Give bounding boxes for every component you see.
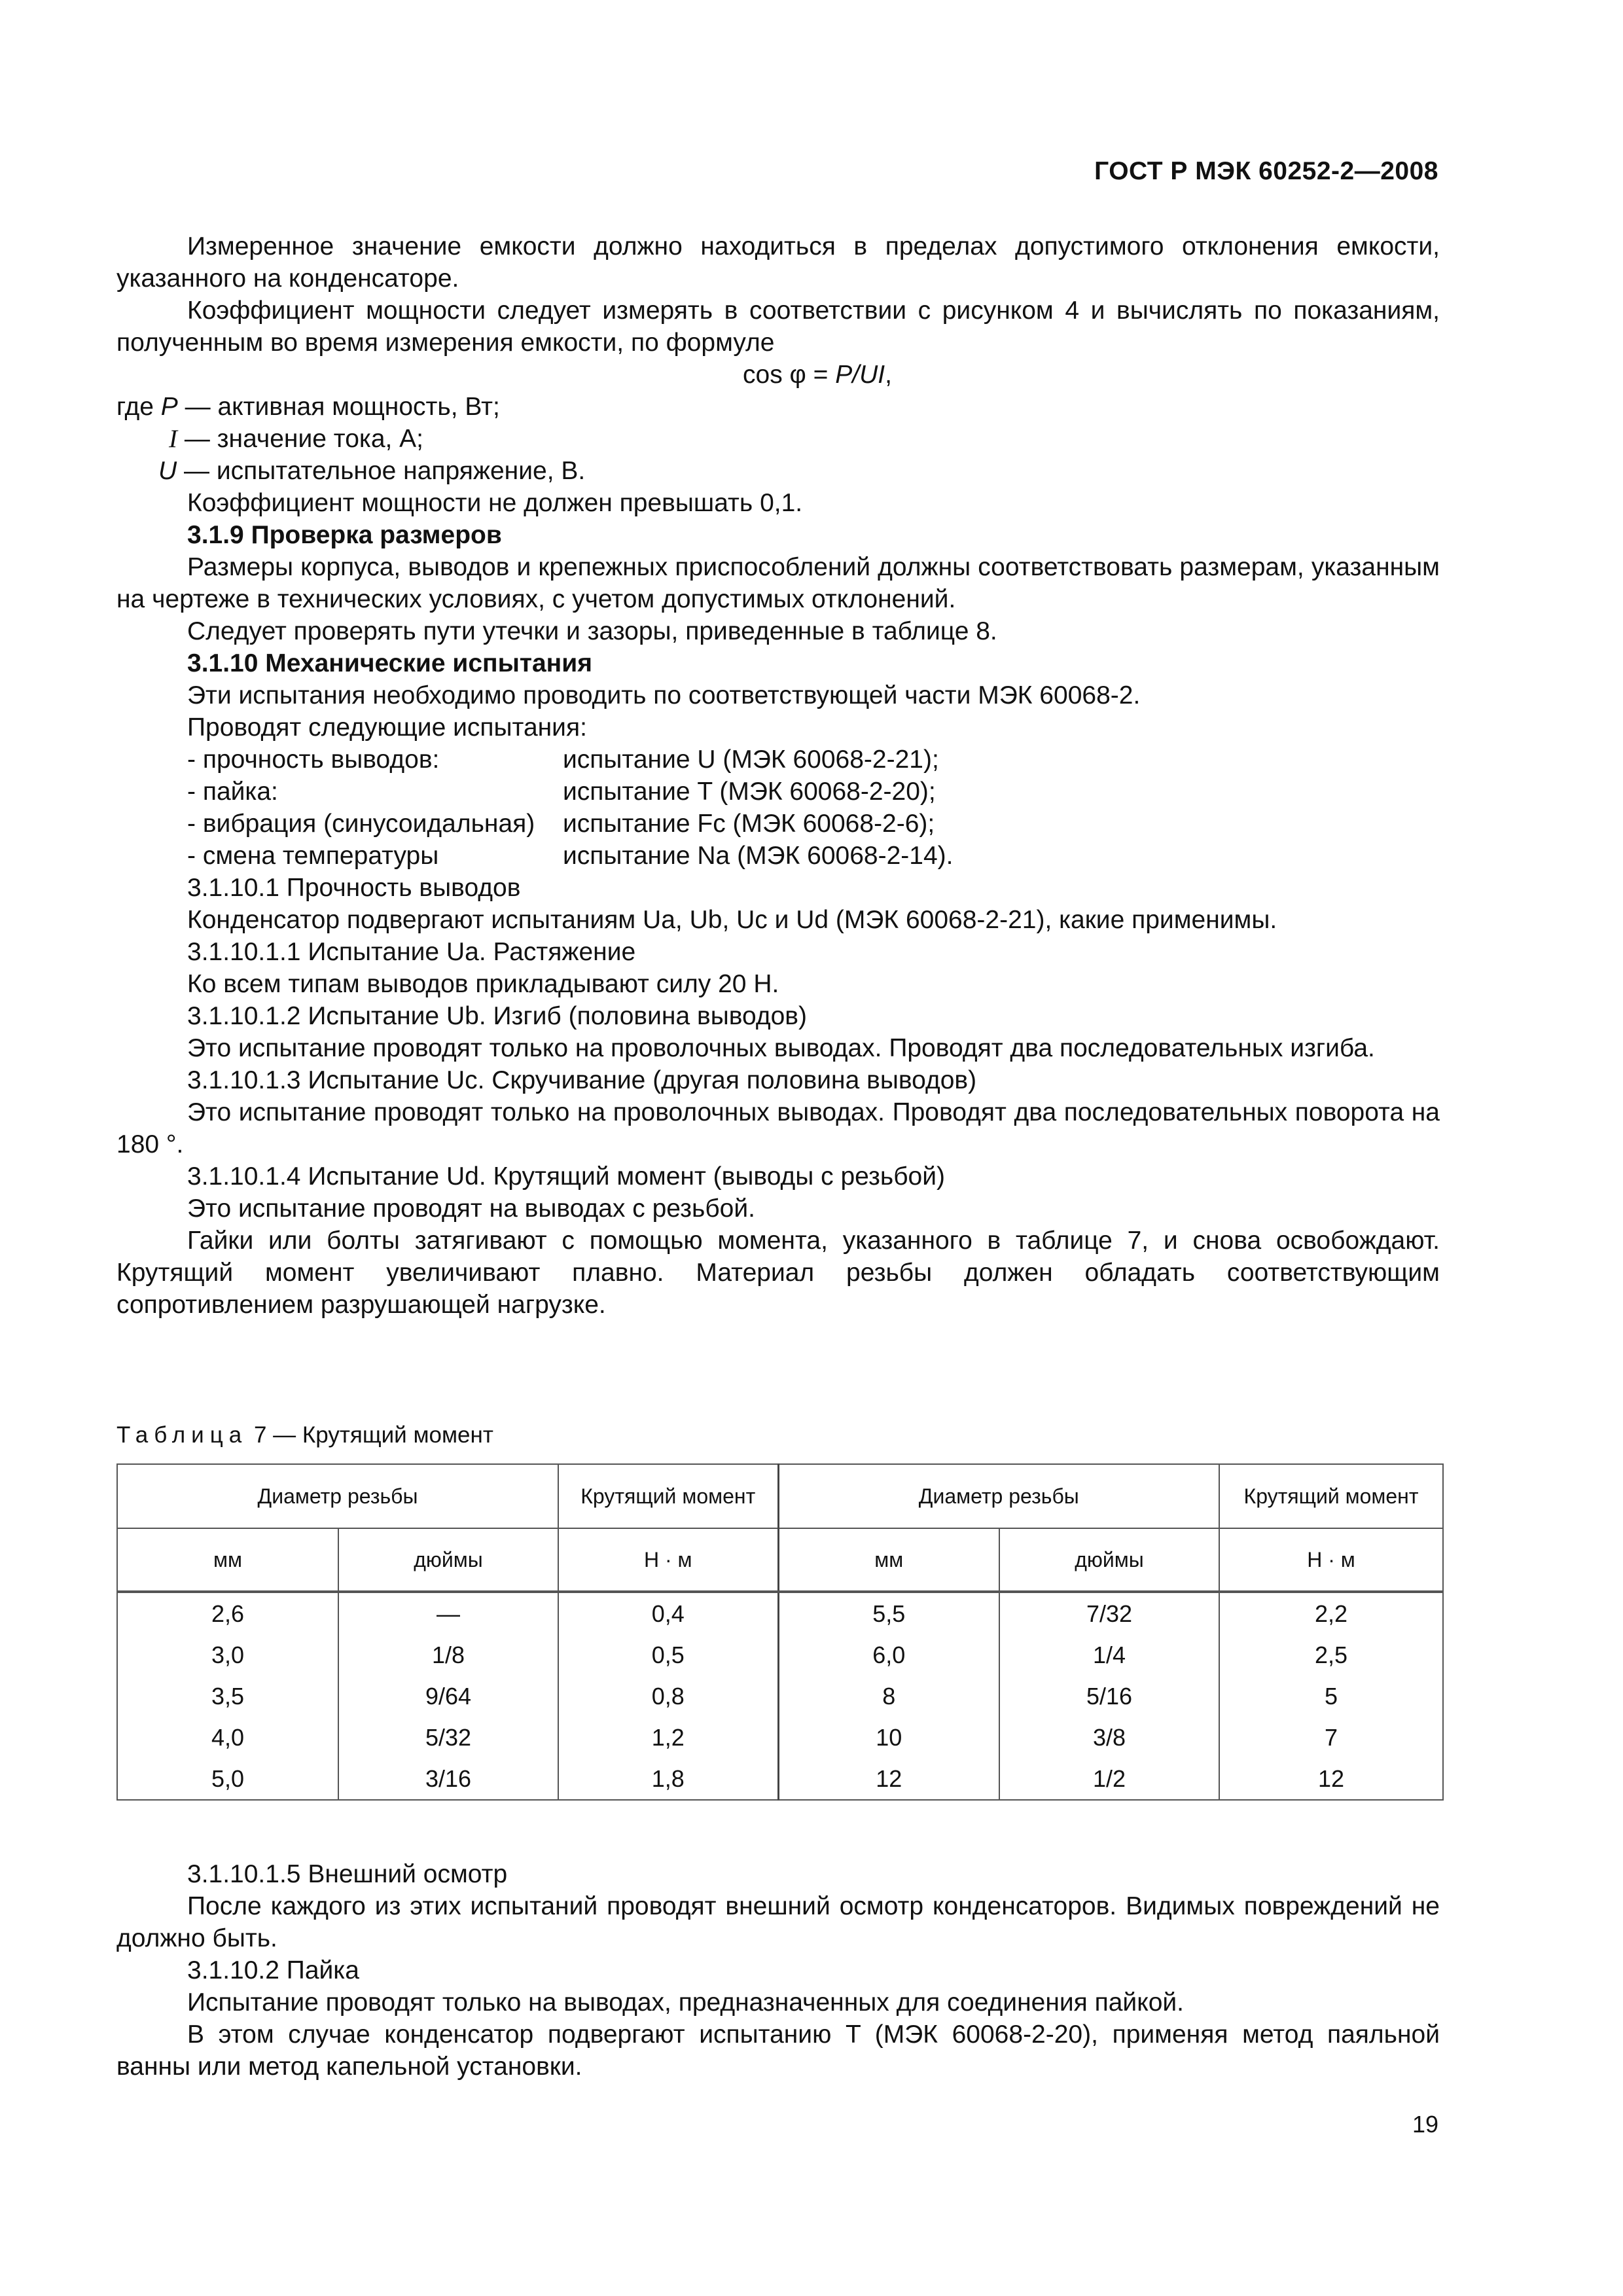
where-u bbox=[116, 455, 1440, 487]
table-header-cell: Н · м bbox=[1219, 1528, 1443, 1592]
table-row bbox=[117, 1717, 1443, 1758]
formula-main: P/UI bbox=[835, 361, 885, 389]
table-caption bbox=[116, 1422, 493, 1448]
paragraph: Измеренное значение емкости должно находиться в пределах допустимого отклонения емкости, указанного на конденсаторе. bbox=[116, 232, 1440, 293]
table-cell: 2,5 bbox=[1219, 1634, 1443, 1676]
page-number: 19 bbox=[1412, 2111, 1438, 2138]
table-cell: 1/4 bbox=[999, 1634, 1219, 1676]
table-cell: 3,0 bbox=[117, 1634, 338, 1676]
table-header-cell: Н · м bbox=[558, 1528, 778, 1592]
paragraph: Ко всем типам выводов прикладывают силу 20 Н. bbox=[187, 970, 779, 998]
list-item-value: испытание U (МЭК 60068-2-21); bbox=[563, 745, 939, 774]
subsection-heading: 3.1.10.1.4 Испытание Ud. Крутящий момент (выводы с резьбой) bbox=[187, 1162, 946, 1191]
table-caption-title: 7 — Крутящий момент bbox=[247, 1422, 493, 1448]
paragraph: В этом случае конденсатор подвергают испытанию T (МЭК 60068-2-20), применяя метод паяльной ванны или метод капельной установки. bbox=[116, 2020, 1440, 2081]
table-cell: 5,5 bbox=[778, 1592, 999, 1634]
subsection-heading: 3.1.10.1 Прочность выводов bbox=[187, 874, 521, 902]
table-cell: 1/8 bbox=[338, 1634, 558, 1676]
paragraph: Гайки или болты затягивают с помощью момента, указанного в таблице 7, и снова освобождают. Крутящий момент увеличивают плавно. Материал резьбы должен обладать соответствующим сопротивлением разрушающей нагрузке. bbox=[116, 1227, 1440, 1319]
list-item bbox=[116, 840, 1440, 872]
formula-suffix: , bbox=[885, 361, 892, 389]
table-cell: 4,0 bbox=[117, 1717, 338, 1758]
table-row bbox=[117, 1634, 1443, 1676]
paragraph: Испытание проводят только на выводах, предназначенных для соединения пайкой. bbox=[187, 1988, 1184, 2017]
table-cell: 3/16 bbox=[338, 1758, 558, 1800]
table-caption-word: Таблица bbox=[116, 1422, 248, 1448]
table-cell: 9/64 bbox=[338, 1676, 558, 1717]
paragraph: Это испытание проводят только на проволочных выводах. Проводят два последовательных изгиба. bbox=[187, 1034, 1375, 1062]
table-cell: 7/32 bbox=[999, 1592, 1219, 1634]
subsection-heading: 3.1.10.2 Пайка bbox=[187, 1956, 359, 1984]
subsection-heading: 3.1.10.1.5 Внешний осмотр bbox=[187, 1860, 508, 1888]
paragraph: После каждого из этих испытаний проводят внешний осмотр конденсаторов. Видимых повреждений не должно быть. bbox=[116, 1892, 1440, 1952]
list-item-value: испытание Na (МЭК 60068-2-14). bbox=[563, 842, 954, 870]
table-cell: 0,4 bbox=[558, 1592, 778, 1634]
table-cell: 0,8 bbox=[558, 1676, 778, 1717]
table-cell: 5/16 bbox=[999, 1676, 1219, 1717]
table-cell: 3,5 bbox=[117, 1676, 338, 1717]
torque-table bbox=[116, 1463, 1444, 1801]
subsection-heading: 3.1.10.1.1 Испытание Ua. Растяжение bbox=[187, 938, 636, 966]
list-item-value: испытание Fc (МЭК 60068-2-6); bbox=[563, 810, 935, 838]
table-cell: 5,0 bbox=[117, 1758, 338, 1800]
table-header-cell: мм bbox=[117, 1528, 338, 1592]
list-item bbox=[116, 808, 1440, 840]
table-cell: 1/2 bbox=[999, 1758, 1219, 1800]
table-cell: 2,2 bbox=[1219, 1592, 1443, 1634]
table-header-cell: Диаметр резьбы bbox=[778, 1464, 1219, 1528]
symbol-p: P bbox=[160, 393, 178, 421]
table-cell: 6,0 bbox=[778, 1634, 999, 1676]
table-cell: 2,6 bbox=[117, 1592, 338, 1634]
table-cell: 10 bbox=[778, 1717, 999, 1758]
symbol-u-desc: — испытательное напряжение, В. bbox=[177, 457, 586, 485]
paragraph: Это испытание проводят только на проволочных выводах. Проводят два последовательных поворота на 180 °. bbox=[116, 1098, 1440, 1158]
table-header-cell: Крутящий момент bbox=[1219, 1464, 1443, 1528]
body-text-top bbox=[116, 230, 1440, 1321]
list-item-key: - пайка: bbox=[187, 778, 278, 806]
table-cell: 12 bbox=[1219, 1758, 1443, 1800]
table-cell: 0,5 bbox=[558, 1634, 778, 1676]
section-heading: 3.1.10 Механические испытания bbox=[187, 649, 592, 677]
symbol-p-desc: — активная мощность, Вт; bbox=[177, 393, 500, 421]
paragraph: Коэффициент мощности следует измерять в соответствии с рисунком 4 и вычислять по показаниям, полученным во время измерения емкости, по формуле bbox=[116, 296, 1440, 357]
list-item-key: - смена температуры bbox=[187, 842, 439, 870]
table-header-cell: дюймы bbox=[999, 1528, 1219, 1592]
table-header-cell: мм bbox=[778, 1528, 999, 1592]
formula-prefix: cos φ = bbox=[743, 361, 836, 389]
paragraph: Это испытание проводят на выводах с резьбой. bbox=[187, 1194, 755, 1223]
table-cell: — bbox=[338, 1592, 558, 1634]
paragraph: Коэффициент мощности не должен превышать 0,1. bbox=[187, 489, 803, 517]
list-item-key: - прочность выводов: bbox=[187, 745, 440, 774]
where-p bbox=[116, 391, 1440, 423]
where-i bbox=[116, 423, 1440, 455]
symbol-u: U bbox=[158, 457, 177, 485]
symbol-i: I bbox=[169, 425, 177, 453]
paragraph: Проводят следующие испытания: bbox=[187, 713, 587, 742]
list-item-value: испытание T (МЭК 60068-2-20); bbox=[563, 778, 936, 806]
table-cell: 12 bbox=[778, 1758, 999, 1800]
symbol-i-desc: — значение тока, А; bbox=[177, 425, 424, 453]
subsection-heading: 3.1.10.1.3 Испытание Uc. Скручивание (другая половина выводов) bbox=[187, 1066, 977, 1094]
paragraph: Эти испытания необходимо проводить по соответствующей части МЭК 60068-2. bbox=[187, 681, 1141, 709]
table-header-cell: дюймы bbox=[338, 1528, 558, 1592]
paragraph: Следует проверять пути утечки и зазоры, приведенные в таблице 8. bbox=[187, 617, 997, 645]
table-header-cell: Крутящий момент bbox=[558, 1464, 778, 1528]
table-cell: 1,8 bbox=[558, 1758, 778, 1800]
list-item bbox=[116, 776, 1440, 808]
table-row bbox=[117, 1758, 1443, 1800]
paragraph: Размеры корпуса, выводов и крепежных приспособлений должны соответствовать размерам, указанным на чертеже в технических условиях, с учетом допустимых отклонений. bbox=[116, 553, 1440, 613]
table-cell: 5/32 bbox=[338, 1717, 558, 1758]
table-row bbox=[117, 1592, 1443, 1634]
where-lead: где bbox=[116, 393, 161, 421]
list-item-key: - вибрация (синусоидальная) bbox=[187, 810, 535, 838]
table-header-cell: Диаметр резьбы bbox=[117, 1464, 558, 1528]
paragraph: Конденсатор подвергают испытаниям Ua, Ub, Uc и Ud (МЭК 60068-2-21), какие применимы. bbox=[187, 906, 1277, 934]
subsection-heading: 3.1.10.1.2 Испытание Ub. Изгиб (половина выводов) bbox=[187, 1002, 807, 1030]
section-heading: 3.1.9 Проверка размеров bbox=[187, 521, 502, 549]
document-header: ГОСТ Р МЭК 60252-2—2008 bbox=[1094, 157, 1438, 185]
list-item bbox=[116, 744, 1440, 776]
table-cell: 1,2 bbox=[558, 1717, 778, 1758]
formula bbox=[116, 359, 1440, 391]
table-cell: 8 bbox=[778, 1676, 999, 1717]
table-cell: 3/8 bbox=[999, 1717, 1219, 1758]
table-cell: 5 bbox=[1219, 1676, 1443, 1717]
body-text-bottom bbox=[116, 1858, 1440, 2083]
table-cell: 7 bbox=[1219, 1717, 1443, 1758]
table-row bbox=[117, 1676, 1443, 1717]
